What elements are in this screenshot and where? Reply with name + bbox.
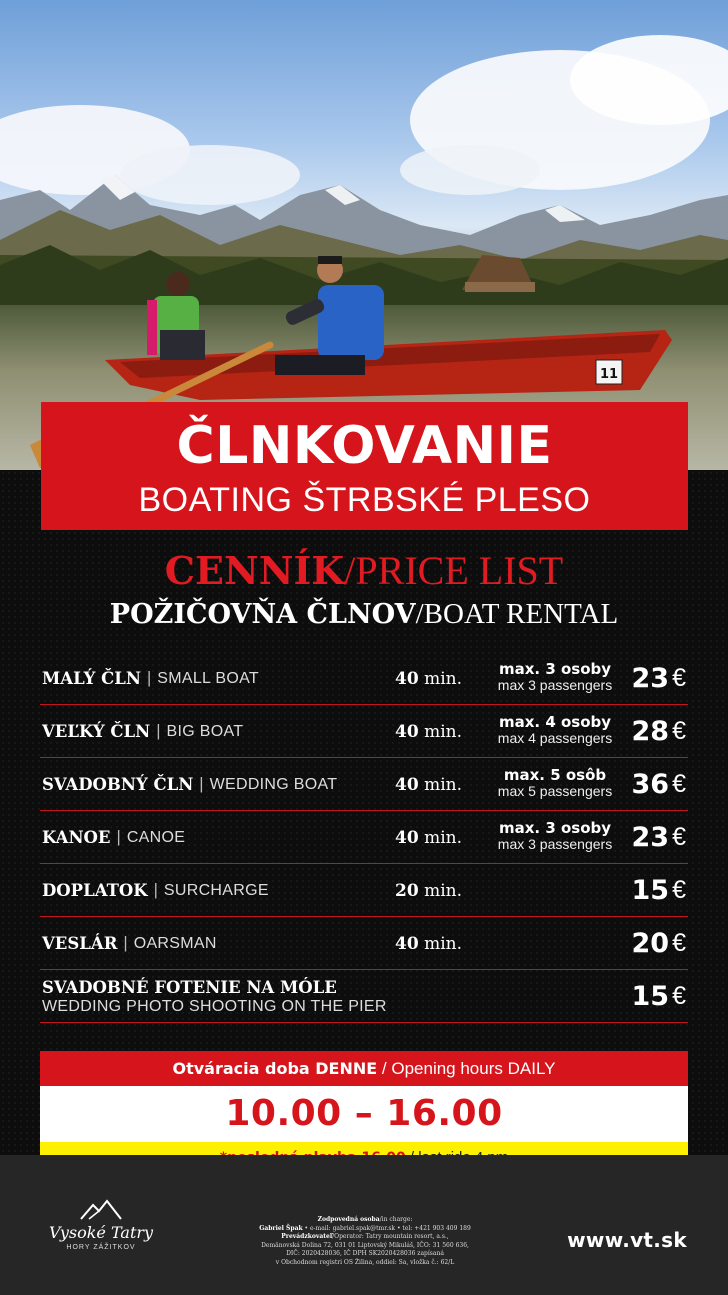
subtitle: BOATING ŠTRBSKÉ PLESO <box>138 481 591 519</box>
item-price: 15 € <box>631 875 686 906</box>
table-row <box>40 652 688 705</box>
hero-photo <box>0 0 728 470</box>
item-name: KANOE | CANOE <box>42 828 186 847</box>
footer <box>0 1155 728 1295</box>
boat-rental-title-sk: POŽIČOVŇA ČLNOV <box>109 599 416 630</box>
item-name: SVADOBNÝ ČLN | WEDDING BOAT <box>42 775 338 794</box>
item-duration: 40 min. <box>395 774 462 795</box>
item-price: 20 € <box>631 928 686 959</box>
table-row <box>40 705 688 758</box>
price-list-title-en: /PRICE LIST <box>344 548 564 593</box>
item-duration: 40 min. <box>395 668 462 689</box>
opening-hours-time: 10.00 – 16.00 <box>40 1086 688 1142</box>
table-row <box>40 811 688 864</box>
price-list-title-sk: CENNÍK <box>164 548 345 593</box>
main-title: ČLNKOVANIE <box>176 416 553 476</box>
table-row <box>40 917 688 970</box>
item-price: 36 € <box>631 769 686 800</box>
price-table <box>40 652 688 1023</box>
item-duration: 20 min. <box>395 880 462 901</box>
item-price: 15 € <box>631 981 686 1012</box>
legal-info: Zodpovedná osoba/in charge: Gabriel Špak • e-mail: gabriel.spak@tmr.sk • tel: +421 903 409 189 Prevádzkovateľ/Operator: Tatry mountain resort, a.s., Demänovská Dolina 72, 031 01 Liptovský Mikuláš, IČO: 31 560 636, DIČ: 2020428036, IČ DPH SK2020428036 zapísaná v Obchodnom registri OS Žilina, oddiel: Sa, vložka č.: 62/L <box>259 1216 471 1266</box>
item-name: VEĽKÝ ČLN | BIG BOAT <box>42 722 244 741</box>
item-duration: 40 min. <box>395 827 462 848</box>
table-row <box>40 970 688 1023</box>
price-list-title <box>0 548 728 594</box>
table-row <box>40 864 688 917</box>
item-price: 28 € <box>631 716 686 747</box>
boat-rental-title-en: /BOAT RENTAL <box>415 598 619 630</box>
logo-tagline: HORY ZÁŽITKOV <box>66 1244 136 1251</box>
website-link[interactable]: www.vt.sk <box>567 1228 687 1252</box>
item-price: 23 € <box>631 822 686 853</box>
vysoke-tatry-logo <box>36 1199 166 1269</box>
item-capacity: max. 5 osôb max 5 passengers <box>497 766 613 799</box>
item-name: DOPLATOK | SURCHARGE <box>42 881 269 900</box>
item-capacity: max. 3 osoby max 3 passengers <box>497 660 613 693</box>
price-list-header <box>0 548 728 633</box>
item-name: SVADOBNÉ FOTENIE NA MÓLE WEDDING PHOTO SHOOTING ON THE PIER <box>42 977 387 1015</box>
item-capacity: max. 4 osoby max 4 passengers <box>497 713 613 746</box>
item-name: VESLÁR | OARSMAN <box>42 934 217 953</box>
item-price: 23 € <box>631 663 686 694</box>
title-banner <box>41 402 688 530</box>
boat-number: 11 <box>599 367 619 382</box>
mountain-logo-icon <box>79 1199 123 1221</box>
item-duration: 40 min. <box>395 933 462 954</box>
lake-boat-illustration <box>0 0 728 470</box>
item-duration: 40 min. <box>395 721 462 742</box>
item-name: MALÝ ČLN | SMALL BOAT <box>42 669 259 688</box>
logo-name: Vysoké Tatry <box>48 1223 154 1242</box>
table-row <box>40 758 688 811</box>
item-capacity: max. 3 osoby max 3 passengers <box>497 819 613 852</box>
opening-hours-label: Otváracia doba DENNE / Opening hours DAILY <box>40 1051 688 1086</box>
boat-rental-title <box>0 596 728 633</box>
